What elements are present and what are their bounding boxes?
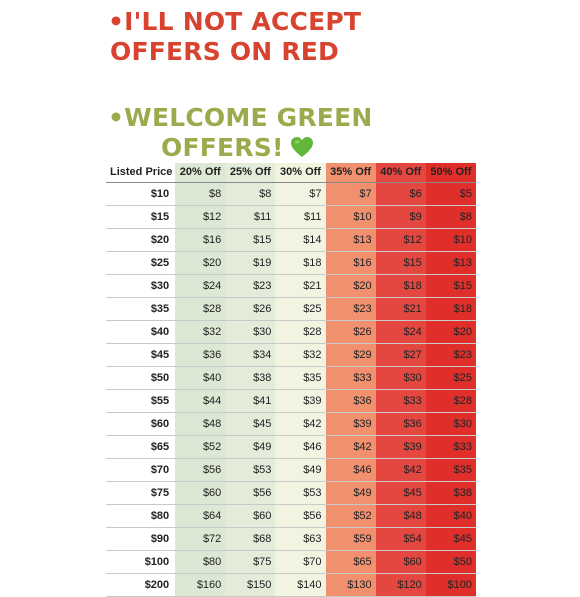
listed-price-cell: $200: [106, 573, 175, 596]
price-35-off-cell: $10: [326, 205, 376, 228]
listed-price-cell: $45: [106, 343, 175, 366]
price-35-off-cell: $130: [326, 573, 376, 596]
price-20-off-cell: $24: [175, 274, 225, 297]
price-25-off-cell: $38: [225, 366, 275, 389]
price-25-off-cell: $41: [225, 389, 275, 412]
price-20-off-cell: $60: [175, 481, 225, 504]
table-row: [106, 573, 476, 596]
price-25-off-cell: $45: [225, 412, 275, 435]
column-header-40-off: 40% Off: [376, 163, 426, 182]
price-20-off-cell: $52: [175, 435, 225, 458]
table-row: [106, 412, 476, 435]
price-50-off-cell: $35: [426, 458, 476, 481]
table-row: [106, 458, 476, 481]
price-25-off-cell: $26: [225, 297, 275, 320]
price-40-off-cell: $15: [376, 251, 426, 274]
price-20-off-cell: $28: [175, 297, 225, 320]
price-50-off-cell: $38: [426, 481, 476, 504]
price-25-off-cell: $75: [225, 550, 275, 573]
price-30-off-cell: $7: [275, 182, 325, 205]
listed-price-cell: $90: [106, 527, 175, 550]
price-20-off-cell: $20: [175, 251, 225, 274]
price-50-off-cell: $8: [426, 205, 476, 228]
price-35-off-cell: $29: [326, 343, 376, 366]
listed-price-cell: $50: [106, 366, 175, 389]
column-header-listed-price: Listed Price: [106, 163, 175, 182]
column-header-20-off: 20% Off: [175, 163, 225, 182]
price-50-off-cell: $18: [426, 297, 476, 320]
notice-line-2: [108, 133, 372, 165]
listed-price-cell: $10: [106, 182, 175, 205]
price-40-off-cell: $54: [376, 527, 426, 550]
price-40-off-cell: $39: [376, 435, 426, 458]
price-30-off-cell: $140: [275, 573, 325, 596]
price-35-off-cell: $46: [326, 458, 376, 481]
price-30-off-cell: $21: [275, 274, 325, 297]
price-40-off-cell: $30: [376, 366, 426, 389]
price-30-off-cell: $49: [275, 458, 325, 481]
price-40-off-cell: $6: [376, 182, 426, 205]
table-header-row: [106, 163, 476, 182]
price-50-off-cell: $23: [426, 343, 476, 366]
price-25-off-cell: $68: [225, 527, 275, 550]
price-20-off-cell: $36: [175, 343, 225, 366]
price-35-off-cell: $16: [326, 251, 376, 274]
notice-line-1: •I'LL NOT ACCEPT: [108, 7, 362, 36]
price-50-off-cell: $20: [426, 320, 476, 343]
price-30-off-cell: $28: [275, 320, 325, 343]
listed-price-cell: $30: [106, 274, 175, 297]
price-40-off-cell: $45: [376, 481, 426, 504]
price-20-off-cell: $40: [175, 366, 225, 389]
price-40-off-cell: $27: [376, 343, 426, 366]
price-25-off-cell: $11: [225, 205, 275, 228]
price-25-off-cell: $60: [225, 504, 275, 527]
table-row: [106, 205, 476, 228]
price-25-off-cell: $30: [225, 320, 275, 343]
price-35-off-cell: $20: [326, 274, 376, 297]
price-40-off-cell: $21: [376, 297, 426, 320]
price-40-off-cell: $24: [376, 320, 426, 343]
table-row: [106, 527, 476, 550]
price-50-off-cell: $13: [426, 251, 476, 274]
table-row: [106, 435, 476, 458]
price-50-off-cell: $33: [426, 435, 476, 458]
price-40-off-cell: $33: [376, 389, 426, 412]
listed-price-cell: $65: [106, 435, 175, 458]
price-35-off-cell: $7: [326, 182, 376, 205]
price-25-off-cell: $49: [225, 435, 275, 458]
price-35-off-cell: $52: [326, 504, 376, 527]
price-40-off-cell: $12: [376, 228, 426, 251]
price-20-off-cell: $12: [175, 205, 225, 228]
price-35-off-cell: $33: [326, 366, 376, 389]
price-30-off-cell: $63: [275, 527, 325, 550]
price-50-off-cell: $15: [426, 274, 476, 297]
table-row: [106, 297, 476, 320]
price-30-off-cell: $70: [275, 550, 325, 573]
price-35-off-cell: $39: [326, 412, 376, 435]
table-row: [106, 182, 476, 205]
welcome-green-offers-notice: [108, 103, 372, 165]
price-40-off-cell: $42: [376, 458, 426, 481]
price-25-off-cell: $23: [225, 274, 275, 297]
table-row: [106, 251, 476, 274]
listed-price-cell: $80: [106, 504, 175, 527]
price-30-off-cell: $42: [275, 412, 325, 435]
price-25-off-cell: $8: [225, 182, 275, 205]
table-row: [106, 274, 476, 297]
price-30-off-cell: $35: [275, 366, 325, 389]
price-20-off-cell: $8: [175, 182, 225, 205]
green-heart-icon: [290, 135, 314, 165]
price-20-off-cell: $72: [175, 527, 225, 550]
price-20-off-cell: $16: [175, 228, 225, 251]
notice-line-1: •WELCOME GREEN: [108, 103, 373, 132]
table-row: [106, 366, 476, 389]
price-20-off-cell: $80: [175, 550, 225, 573]
price-30-off-cell: $46: [275, 435, 325, 458]
price-20-off-cell: $48: [175, 412, 225, 435]
price-35-off-cell: $36: [326, 389, 376, 412]
price-50-off-cell: $28: [426, 389, 476, 412]
table-row: [106, 550, 476, 573]
price-25-off-cell: $34: [225, 343, 275, 366]
price-35-off-cell: $59: [326, 527, 376, 550]
listed-price-cell: $55: [106, 389, 175, 412]
price-30-off-cell: $14: [275, 228, 325, 251]
price-35-off-cell: $65: [326, 550, 376, 573]
price-50-off-cell: $50: [426, 550, 476, 573]
listed-price-cell: $70: [106, 458, 175, 481]
column-header-30-off: 30% Off: [275, 163, 325, 182]
price-50-off-cell: $100: [426, 573, 476, 596]
notice-line-2: OFFERS ON RED: [110, 37, 340, 66]
price-50-off-cell: $45: [426, 527, 476, 550]
price-25-off-cell: $53: [225, 458, 275, 481]
price-30-off-cell: $53: [275, 481, 325, 504]
price-40-off-cell: $9: [376, 205, 426, 228]
price-25-off-cell: $19: [225, 251, 275, 274]
discount-price-table: [106, 163, 476, 597]
listed-price-cell: $20: [106, 228, 175, 251]
column-header-50-off: 50% Off: [426, 163, 476, 182]
price-50-off-cell: $30: [426, 412, 476, 435]
column-header-35-off: 35% Off: [326, 163, 376, 182]
price-20-off-cell: $64: [175, 504, 225, 527]
price-35-off-cell: $42: [326, 435, 376, 458]
table-row: [106, 343, 476, 366]
listed-price-cell: $75: [106, 481, 175, 504]
listed-price-cell: $60: [106, 412, 175, 435]
price-50-off-cell: $5: [426, 182, 476, 205]
price-35-off-cell: $26: [326, 320, 376, 343]
no-red-offers-notice: [108, 7, 361, 67]
table-row: [106, 320, 476, 343]
price-50-off-cell: $40: [426, 504, 476, 527]
price-40-off-cell: $18: [376, 274, 426, 297]
price-30-off-cell: $32: [275, 343, 325, 366]
price-30-off-cell: $11: [275, 205, 325, 228]
price-35-off-cell: $23: [326, 297, 376, 320]
listed-price-cell: $15: [106, 205, 175, 228]
table-body: [106, 182, 476, 596]
price-20-off-cell: $32: [175, 320, 225, 343]
price-40-off-cell: $120: [376, 573, 426, 596]
price-30-off-cell: $18: [275, 251, 325, 274]
price-25-off-cell: $15: [225, 228, 275, 251]
price-35-off-cell: $49: [326, 481, 376, 504]
column-header-25-off: 25% Off: [225, 163, 275, 182]
price-30-off-cell: $25: [275, 297, 325, 320]
price-20-off-cell: $44: [175, 389, 225, 412]
price-40-off-cell: $60: [376, 550, 426, 573]
listed-price-cell: $25: [106, 251, 175, 274]
price-40-off-cell: $36: [376, 412, 426, 435]
price-20-off-cell: $160: [175, 573, 225, 596]
price-20-off-cell: $56: [175, 458, 225, 481]
table-row: [106, 504, 476, 527]
table-row: [106, 228, 476, 251]
listed-price-cell: $100: [106, 550, 175, 573]
price-50-off-cell: $10: [426, 228, 476, 251]
price-25-off-cell: $56: [225, 481, 275, 504]
price-35-off-cell: $13: [326, 228, 376, 251]
listed-price-cell: $40: [106, 320, 175, 343]
table-row: [106, 481, 476, 504]
price-30-off-cell: $56: [275, 504, 325, 527]
listed-price-cell: $35: [106, 297, 175, 320]
price-50-off-cell: $25: [426, 366, 476, 389]
price-30-off-cell: $39: [275, 389, 325, 412]
price-25-off-cell: $150: [225, 573, 275, 596]
notice-line-2-text: OFFERS!: [161, 133, 284, 162]
table-row: [106, 389, 476, 412]
price-40-off-cell: $48: [376, 504, 426, 527]
